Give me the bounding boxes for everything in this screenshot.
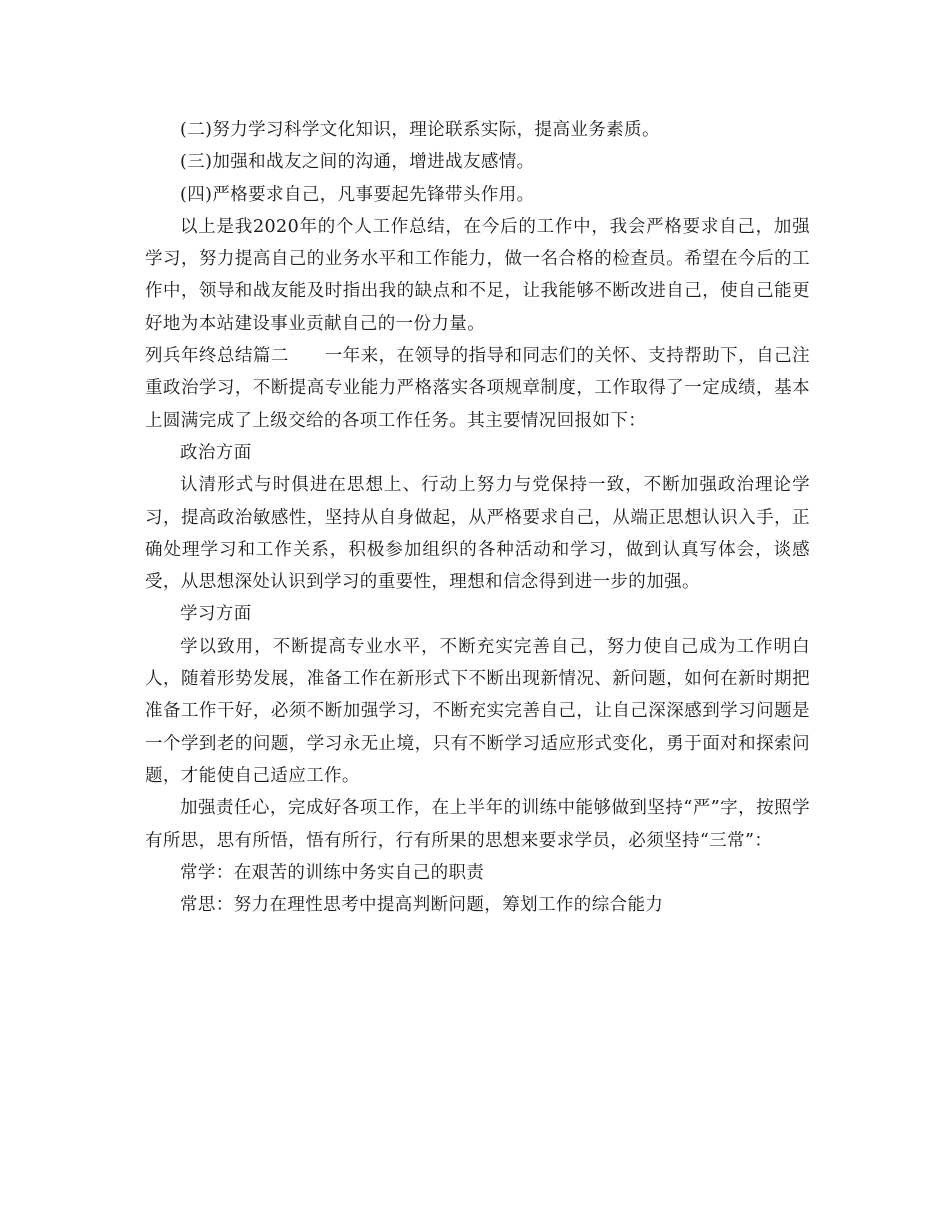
constant-thinking-item: 常思：努力在理性思考中提高判断问题，筹划工作的综合能力 [180, 895, 664, 916]
responsibility-paragraph: 加强责任心，完成好各项工作，在上半年的训练中能够做到坚持“严”字，按照学有所思，思有所悟，悟有所行，行有所果的思想来要求学员，必须坚持“三常”： [145, 798, 810, 851]
section-two-intro-paragraph: 列兵年终总结篇二 一年来，在领导的指导和同志们的关怀、支持帮助下，自己注重政治学习，不断提高专业能力严格落实各项规章制度，工作取得了一定成绩，基本上圆满完成了上级交给的各项工作任务。其主要情况回报如下： [145, 346, 810, 431]
conclusion-paragraph: 以上是我2020年的个人工作总结，在今后的工作中，我会严格要求自己，加强学习，努力提高自己的业务水平和工作能力，做一名合格的检查员。希望在今后的工作中，领导和战友能及时指出我的缺点和不足，让我能够不断改进自己，使自己能更好地为本站建设事业贡献自己的一份力量。 [145, 216, 810, 334]
heading-politics: 政治方面 [180, 442, 252, 463]
list-item-4: (四)严格要求自己，凡事要起先锋带头作用。 [180, 184, 535, 205]
list-item-2: (二)努力学习科学文化知识，理论联系实际，提高业务素质。 [180, 120, 660, 140]
constant-study-item: 常学：在艰苦的训练中务实自己的职责 [180, 862, 485, 883]
heading-study: 学习方面 [180, 604, 252, 625]
list-item-3: (三)加强和战友之间的沟通，增进战友感情。 [180, 152, 535, 173]
politics-paragraph: 认清形式与时俱进在思想上、行动上努力与党保持一致，不断加强政治理论学习，提高政治敏感性，坚持从自身做起，从严格要求自己，从端正思想认识入手，正确处理学习和工作关系，积极参加组织的各种活动和学习，做到认真写体会，谈感受，从思想深处认识到学习的重要性，理想和信念得到进一步的加强。 [145, 475, 810, 593]
document-body [145, 114, 810, 921]
study-paragraph: 学以致用，不断提高专业水平，不断充实完善自己，努力使自己成为工作明白人，随着形势发展，准备工作在新形式下不断出现新情况、新问题，如何在新时期把准备工作干好，必须不断加强学习，不断充实完善自己，让自己深深感到学习问题是一个学到老的问题，学习永无止境，只有不断学习适应形式变化，勇于面对和探索问题，才能使自己适应工作。 [145, 636, 810, 786]
